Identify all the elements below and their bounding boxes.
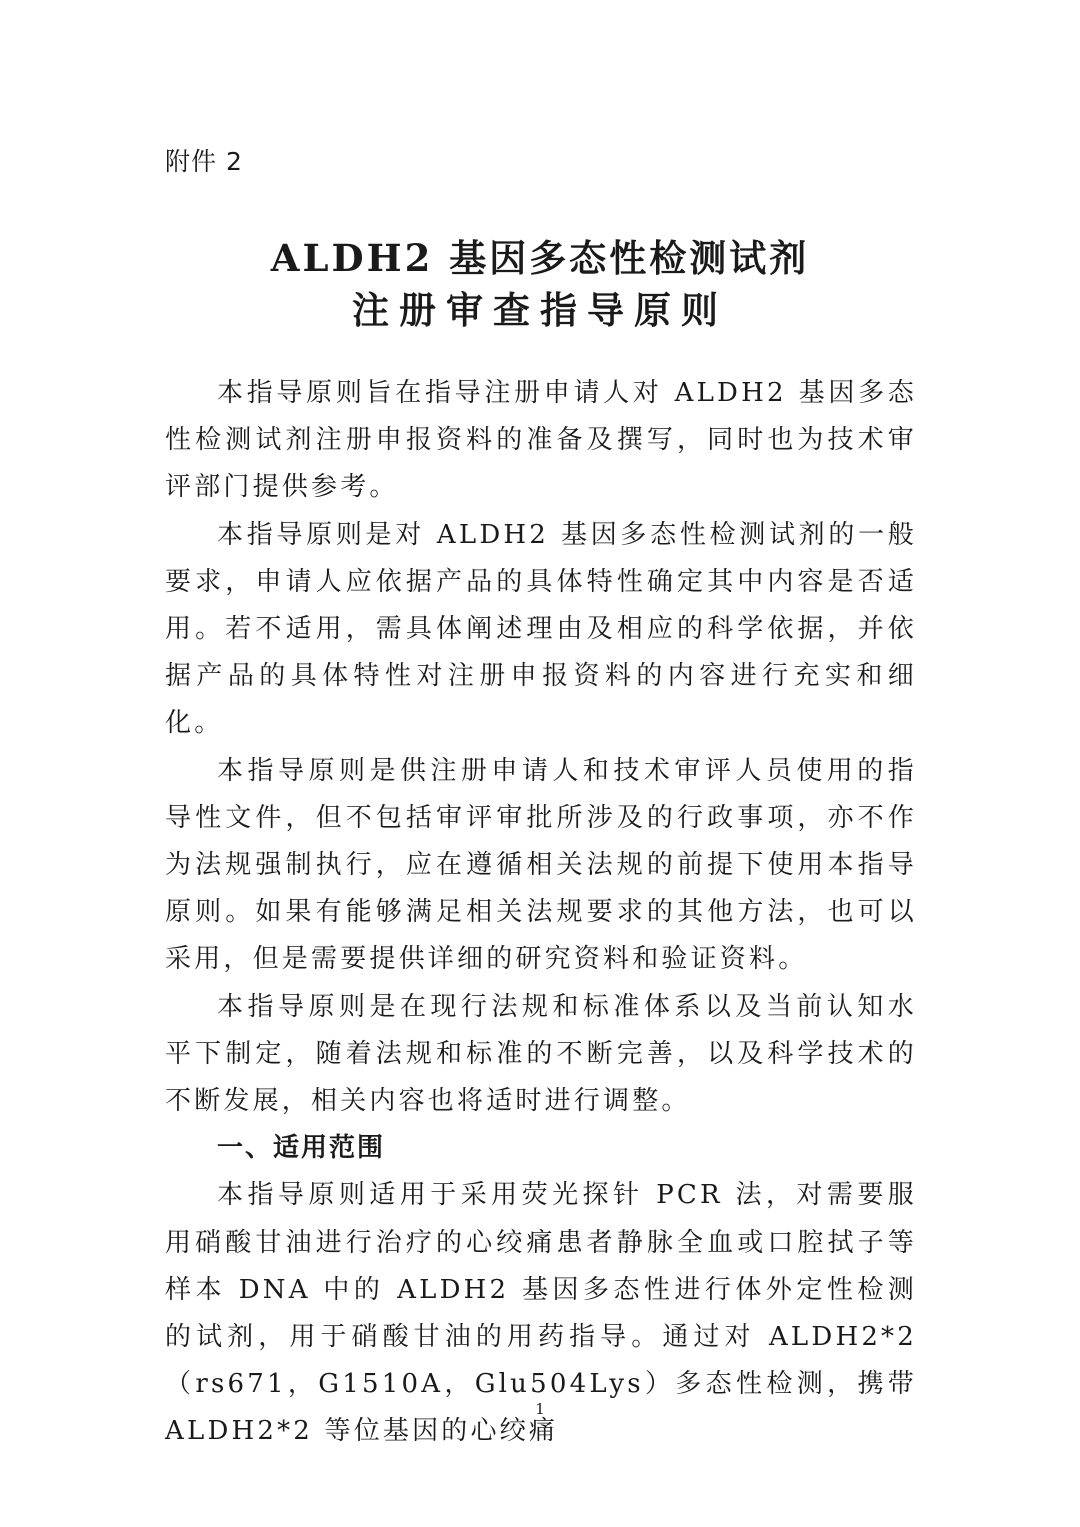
paragraph-usage-scope: 本指导原则是供注册申请人和技术审评人员使用的指导性文件，但不包括审评审批所涉及的行政事项，亦不作为法规强制执行，应在遵循相关法规的前提下使用本指导原则。如果有能够满足相关法规要求的其他方法，也可以采用，但是需要提供详细的研究资料和验证资料。 [165, 755, 917, 975]
paragraph-scope-content: 本指导原则适用于采用荧光探针 PCR 法，对需要服用硝酸甘油进行治疗的心绞痛患者静脉全血或口腔拭子等样本 DNA 中的 ALDH2 基因多态性进行体外定性检测的试剂，用于硝酸甘油的用药指导。通过对 ALDH2*2（rs671，G1510A，Glu504Lys）多态性检测，携带 ALDH2*2 等位基因的心绞痛 [165, 1180, 917, 1447]
document-body [165, 370, 917, 1456]
document-title-line-1: ALDH2 基因多态性检测试剂 [270, 236, 810, 280]
attachment-label: 附件 2 [165, 147, 243, 176]
paragraph-general-requirements: 本指导原则是对 ALDH2 基因多态性检测试剂的一般要求，申请人应依据产品的具体特性确定其中内容是否适用。若不适用，需具体阐述理由及相应的科学依据，并依据产品的具体特性对注册申报资料的内容进行充实和细化。 [165, 519, 917, 739]
page-number: 1 [535, 1400, 545, 1418]
paragraph-purpose: 本指导原则旨在指导注册申请人对 ALDH2 基因多态性检测试剂注册申报资料的准备及撰写，同时也为技术审评部门提供参考。 [165, 378, 917, 503]
section-heading-scope: 一、适用范围 [217, 1133, 386, 1164]
document-title-line-2: 注册审查指导原则 [352, 288, 728, 332]
paragraph-regulatory-context: 本指导原则是在现行法规和标准体系以及当前认知水平下制定，随着法规和标准的不断完善，以及科学技术的不断发展，相关内容也将适时进行调整。 [165, 991, 917, 1117]
